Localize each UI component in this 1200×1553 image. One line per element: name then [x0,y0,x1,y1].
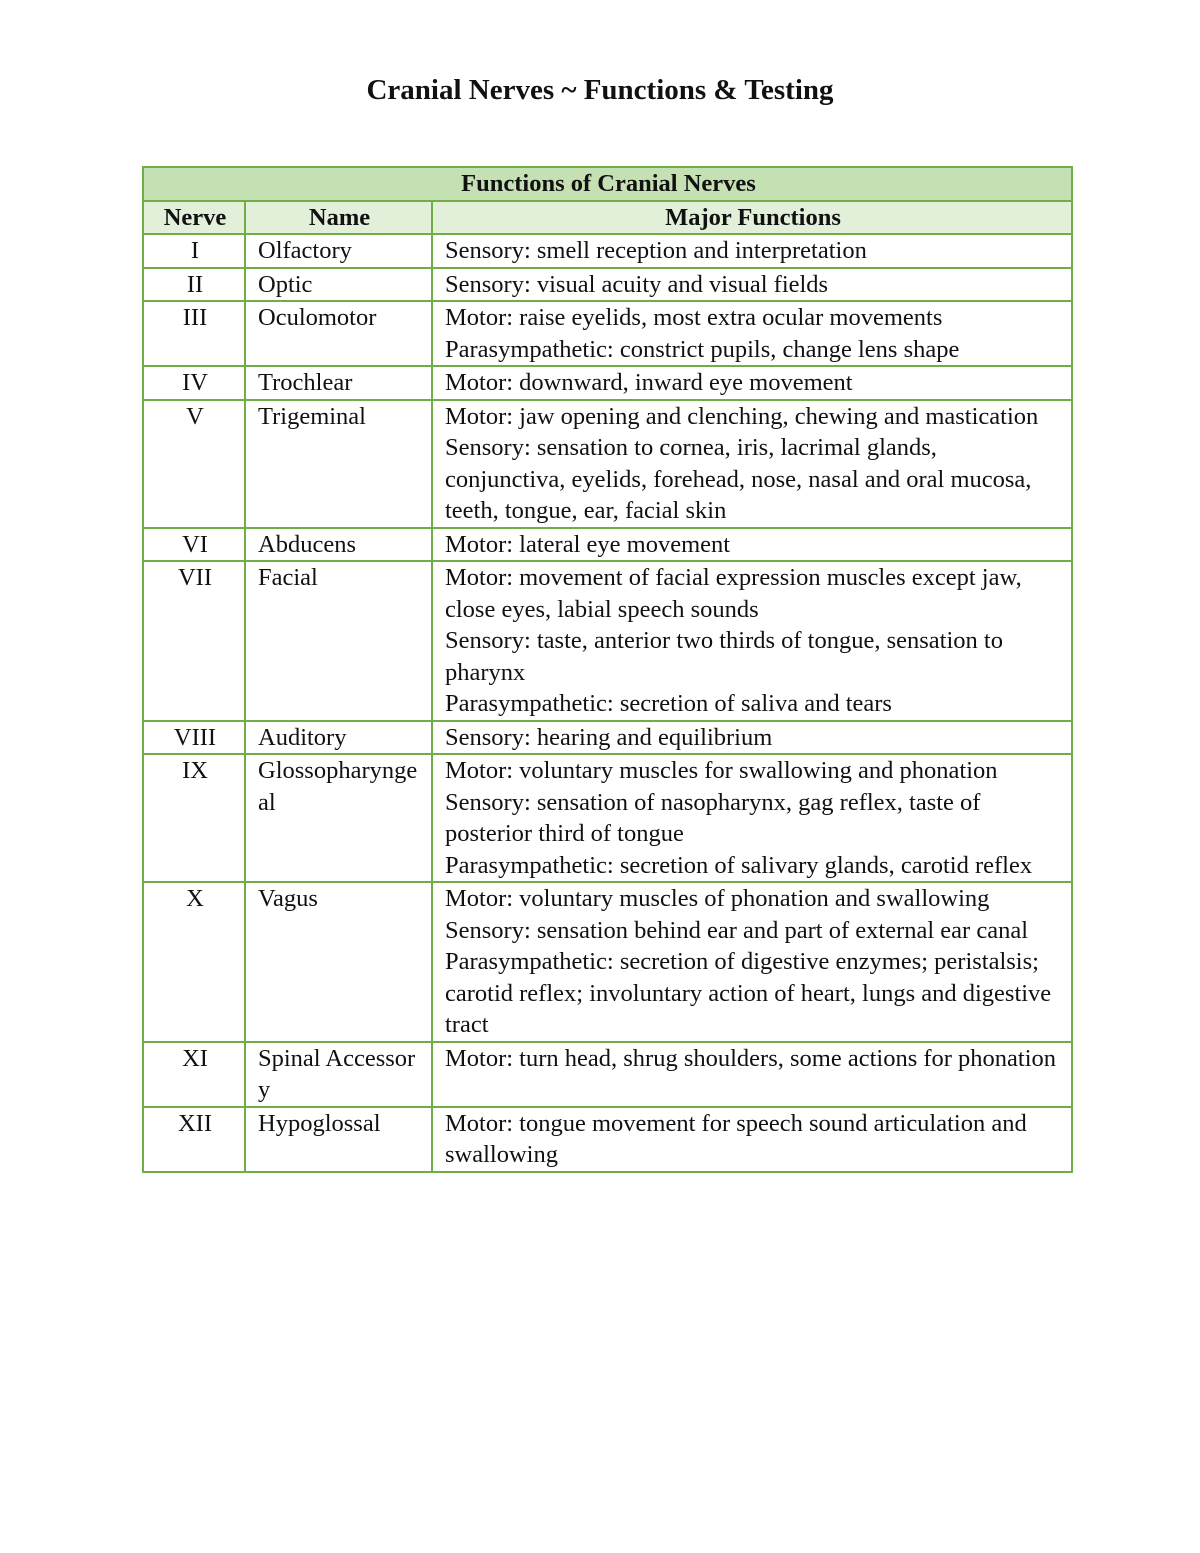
table-row [143,882,1072,1042]
header-major-functions: Major Functions [432,201,1072,235]
table-row [143,1107,1072,1172]
nerve-name: Oculomotor [245,301,432,366]
nerve-number: II [143,268,245,302]
function-line: Motor: turn head, shrug shoulders, some actions for phonation [445,1044,1057,1072]
major-functions-cell [432,268,1072,302]
major-functions-cell [432,528,1072,562]
function-line: Sensory: smell reception and interpretation [445,237,867,264]
table-row [143,1042,1072,1107]
major-functions-cell [432,366,1072,400]
major-functions-cell [432,721,1072,755]
nerve-name: Trochlear [245,366,432,400]
cranial-nerves-table [142,166,1073,1173]
nerve-number: X [143,882,245,1042]
table-header-row [143,201,1072,235]
nerve-name: Vagus [245,882,432,1042]
nerve-number: IX [143,754,245,882]
major-functions-cell [432,1107,1072,1172]
table-row [143,561,1072,721]
nerve-number: XII [143,1107,245,1172]
table-row [143,754,1072,882]
header-nerve: Nerve [143,201,245,235]
major-functions-cell [432,301,1072,366]
nerve-number: VII [143,561,245,721]
function-line: Parasympathetic: constrict pupils, change lens shape [445,335,960,363]
function-line: Sensory: taste, anterior two thirds of tongue, sensation to pharynx [445,627,1003,686]
table-caption-row [143,167,1072,201]
header-name: Name [245,201,432,235]
table-body [143,234,1072,1172]
major-functions-cell [432,400,1072,528]
table-row [143,400,1072,528]
nerve-number: V [143,400,245,528]
function-line: Parasympathetic: secretion of saliva and tears [445,690,892,717]
major-functions-cell [432,754,1072,882]
function-line: Sensory: visual acuity and visual fields [445,270,829,298]
function-line: Sensory: sensation to cornea, iris, lacrimal glands, conjunctiva, eyelids, forehead, nose, nasal and oral mucosa, teeth, tongue, ear, facial skin [445,434,1032,524]
function-line: Parasympathetic: secretion of digestive enzymes; peristalsis; carotid reflex; involuntary action of heart, lungs and digestive tract [445,948,1052,1038]
function-line: Parasympathetic: secretion of salivary glands, carotid reflex [445,851,1033,879]
nerve-name: Facial [245,561,432,721]
nerve-number: XI [143,1042,245,1107]
nerve-number: IV [143,366,245,400]
nerve-name: Optic [245,268,432,302]
nerve-name: Trigeminal [245,400,432,528]
nerve-number: VI [143,528,245,562]
function-line: Sensory: sensation of nasopharynx, gag reflex, taste of posterior third of tongue [445,788,981,847]
function-line: Motor: jaw opening and clenching, chewing and mastication [445,402,1039,430]
major-functions-cell [432,882,1072,1042]
function-line: Motor: tongue movement for speech sound articulation and swallowing [445,1109,1027,1168]
table-row [143,268,1072,302]
function-line: Motor: voluntary muscles of phonation and swallowing [445,885,990,912]
table-row [143,528,1072,562]
function-line: Sensory: sensation behind ear and part of external ear canal [445,916,1028,944]
nerve-number: VIII [143,721,245,755]
nerve-name: Hypoglossal [245,1107,432,1172]
nerve-number: I [143,234,245,268]
table-row [143,234,1072,268]
nerve-name: Spinal Accessory [245,1042,432,1107]
major-functions-cell [432,234,1072,268]
table-row [143,721,1072,755]
table-row [143,301,1072,366]
nerve-name: Auditory [245,721,432,755]
nerve-name: Olfactory [245,234,432,268]
page-title: Cranial Nerves ~ Functions & Testing [366,74,834,106]
function-line: Motor: lateral eye movement [445,530,731,558]
function-line: Motor: movement of facial expression muscles except jaw, close eyes, labial speech sounds [445,564,1022,623]
table-caption: Functions of Cranial Nerves [143,167,1072,201]
table-row [143,366,1072,400]
nerve-name: Abducens [245,528,432,562]
function-line: Motor: voluntary muscles for swallowing and phonation [445,757,998,784]
function-line: Motor: raise eyelids, most extra ocular movements [445,304,943,331]
function-line: Motor: downward, inward eye movement [445,369,853,396]
nerve-name: Glossopharyngeal [245,754,432,882]
function-line: Sensory: hearing and equilibrium [445,723,773,751]
nerve-number: III [143,301,245,366]
major-functions-cell [432,1042,1072,1107]
major-functions-cell [432,561,1072,721]
